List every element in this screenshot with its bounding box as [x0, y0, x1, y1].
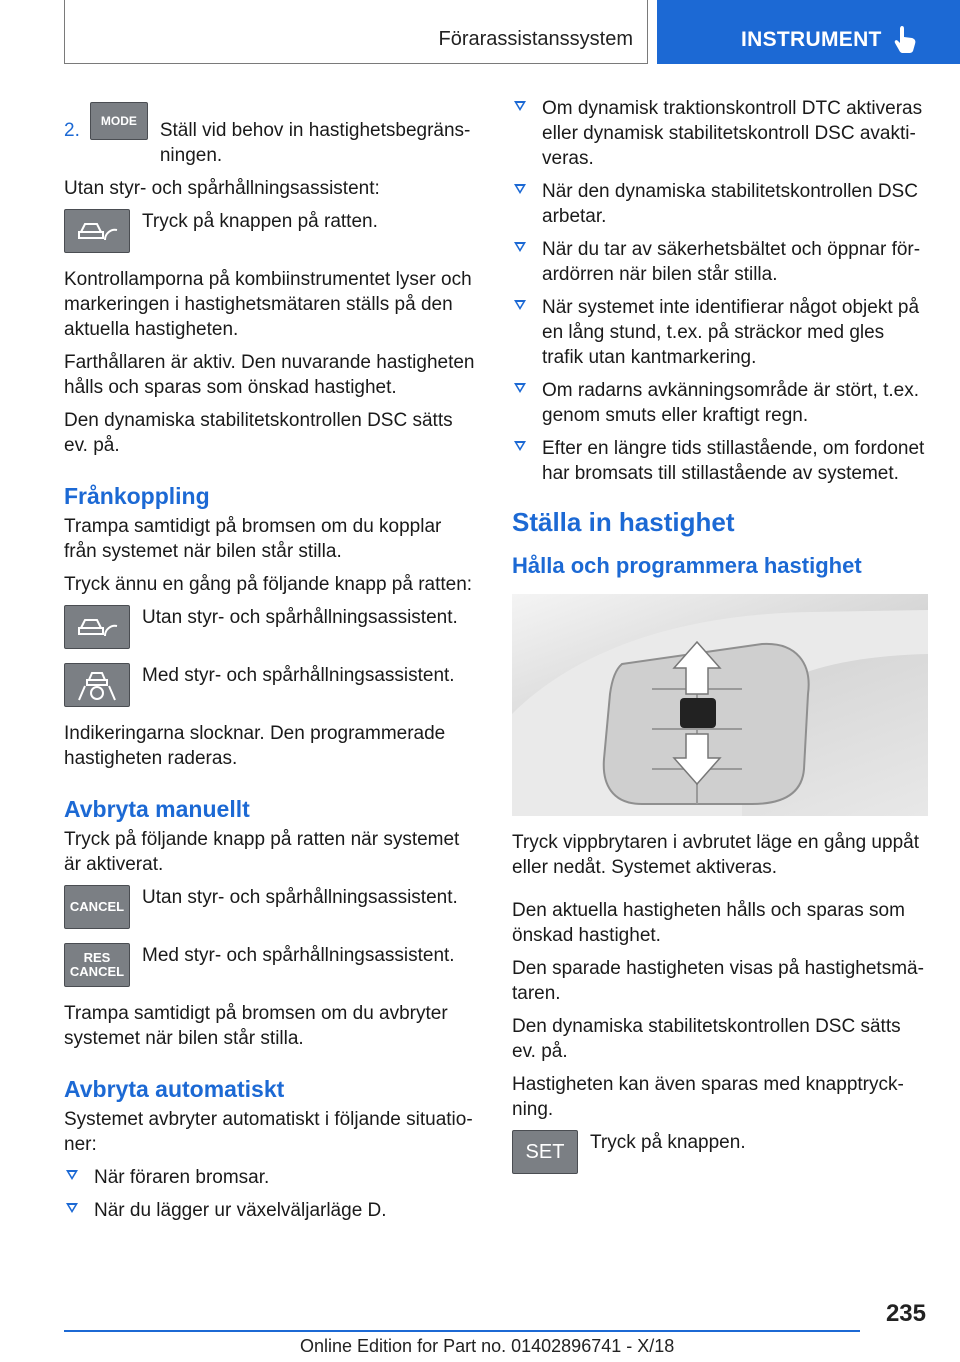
paragraph: Utan styr- och spårhållningsassistent: [64, 178, 380, 199]
paragraph: Tryck vippbrytaren i avbrutet läge en gång uppåt eller nedåt. Systemet aktiveras. [512, 832, 919, 878]
paragraph: Trampa samtidigt på bromsen om du kopplar från systemet när bilen står stilla. [64, 516, 442, 562]
heading-avbryta-manuellt: Avbryta manuellt [64, 796, 250, 822]
header-section-box [64, 0, 648, 64]
footer-divider [64, 1330, 860, 1332]
icon-row [64, 605, 478, 649]
icon-row-text: Med styr- och spårhållningsassistent. [142, 665, 455, 686]
list-item-text: Om dynamisk traktionskontroll DTC aktiveras eller dynamisk stabilitetskontroll DSC avakti-veras. [542, 98, 923, 169]
right-column [512, 96, 928, 1188]
steering-wheel-switch-photo [512, 594, 928, 816]
list-item-text: Efter en längre tids stillastående, om fordonet har bromsats till stillastående av systemet. [542, 438, 925, 484]
mode-button-icon [90, 102, 148, 140]
set-button-label: SET [525, 1141, 565, 1163]
paragraph: Tryck ännu en gång på följande knapp på ratten: [64, 574, 473, 595]
icon-row-text: Med styr- och spårhållningsassistent. [142, 945, 455, 966]
icon-row-text: Tryck på knappen. [590, 1132, 746, 1153]
header-chapter-tab [657, 0, 960, 64]
list-item [64, 1165, 478, 1190]
list-item-text: När den dynamiska stabilitetskontrollen DSC arbetar. [542, 181, 918, 227]
page-number: 235 [885, 1300, 926, 1327]
list-item [512, 436, 928, 486]
triangle-bullet-icon [514, 242, 526, 252]
cancel-button-label: CANCEL [69, 899, 125, 914]
triangle-bullet-icon [66, 1203, 78, 1213]
step-2 [64, 102, 478, 168]
cancel-button-icon [64, 885, 130, 929]
list-item [512, 237, 928, 287]
list-item-text: Om radarns avkänningsområde är stört, t.ex. genom smuts eller kraftigt regn. [542, 380, 919, 426]
list-item [512, 378, 928, 428]
paragraph: Indikeringarna slocknar. Den programmerade hastigheten raderas. [64, 723, 446, 769]
header-chapter-title: INSTRUMENT [741, 28, 882, 51]
cruise-control-button-icon [64, 605, 130, 649]
icon-row [64, 209, 478, 253]
paragraph: Kontrollamporna på kombiinstrumentet lyser och markeringen i hastighetsmätaren ställs på den aktuella hastigheten. [64, 269, 472, 340]
res-cancel-button-icon [64, 943, 130, 987]
paragraph: Trampa samtidigt på bromsen om du avbryter systemet när bilen står stilla. [64, 1003, 448, 1049]
list-item [64, 1198, 478, 1223]
footer-edition: Online Edition for Part no. 01402896741 - X/18 [300, 1336, 675, 1356]
set-button-icon [512, 1130, 578, 1174]
list-item-text: När du tar av säkerhetsbältet och öppnar för-ardörren när bilen står stilla. [542, 239, 921, 285]
icon-row [64, 943, 478, 987]
triangle-bullet-icon [514, 441, 526, 451]
paragraph: Farthållaren är aktiv. Den nuvarande hastigheten hålls och sparas som önskad hastighet. [64, 352, 475, 398]
icon-row [64, 663, 478, 707]
paragraph: Systemet avbryter automatiskt i följande situatio-ner: [64, 1109, 473, 1155]
paragraph: Den dynamiska stabilitetskontrollen DSC sätts ev. på. [512, 1016, 901, 1062]
list-item [512, 96, 928, 171]
hand-pointer-icon [893, 24, 919, 54]
list-item-text: När föraren bromsar. [94, 1167, 270, 1188]
list-item [512, 179, 928, 229]
paragraph: Den dynamiska stabilitetskontrollen DSC sätts ev. på. [64, 410, 453, 456]
heading-avbryta-automatiskt: Avbryta automatiskt [64, 1076, 285, 1102]
heading-frankoppling: Frånkoppling [64, 483, 210, 509]
list-item [512, 295, 928, 370]
heading-halla-och-programmera: Hålla och programmera hastighet [512, 553, 862, 578]
list-item-text: När du lägger ur växelväljarläge D. [94, 1200, 387, 1221]
res-cancel-label: CANCEL [69, 964, 125, 979]
icon-row-text: Utan styr- och spårhållningsassistent. [142, 607, 458, 628]
paragraph: Hastigheten kan även sparas med knapptryck-ning. [512, 1074, 904, 1120]
bullet-list [64, 1165, 478, 1223]
step-2-text: Ställ vid behov in hastighetsbegräns-ningen. [159, 120, 471, 166]
left-column [64, 96, 478, 1231]
bullet-list [512, 96, 928, 486]
header-section-title: Förarassistanssystem [438, 28, 633, 50]
steering-assist-button-icon [64, 663, 130, 707]
list-item-text: När systemet inte identifierar något objekt på en lång stund, t.ex. på sträckor med gles trafik utan kantmarkering. [542, 297, 920, 368]
mode-button-label: MODE [100, 114, 137, 128]
paragraph: Den aktuella hastigheten hålls och sparas som önskad hastighet. [512, 900, 905, 946]
icon-row-text: Utan styr- och spårhållningsassistent. [142, 887, 458, 908]
triangle-bullet-icon [514, 101, 526, 111]
triangle-bullet-icon [514, 300, 526, 310]
heading-stalla-in-hastighet: Ställa in hastighet [512, 507, 735, 537]
icon-row-text: Tryck på knappen på ratten. [142, 211, 378, 232]
triangle-bullet-icon [514, 383, 526, 393]
triangle-bullet-icon [514, 184, 526, 194]
icon-row [64, 885, 478, 929]
triangle-bullet-icon [66, 1170, 78, 1180]
paragraph: Den sparade hastigheten visas på hastighetsmä-taren. [512, 958, 924, 1004]
cruise-control-button-icon [64, 209, 130, 253]
step-2-number: 2. [64, 120, 80, 141]
paragraph: Tryck på följande knapp på ratten när systemet är aktiverat. [64, 829, 460, 875]
icon-row [512, 1130, 928, 1174]
res-label: RES [83, 950, 111, 965]
